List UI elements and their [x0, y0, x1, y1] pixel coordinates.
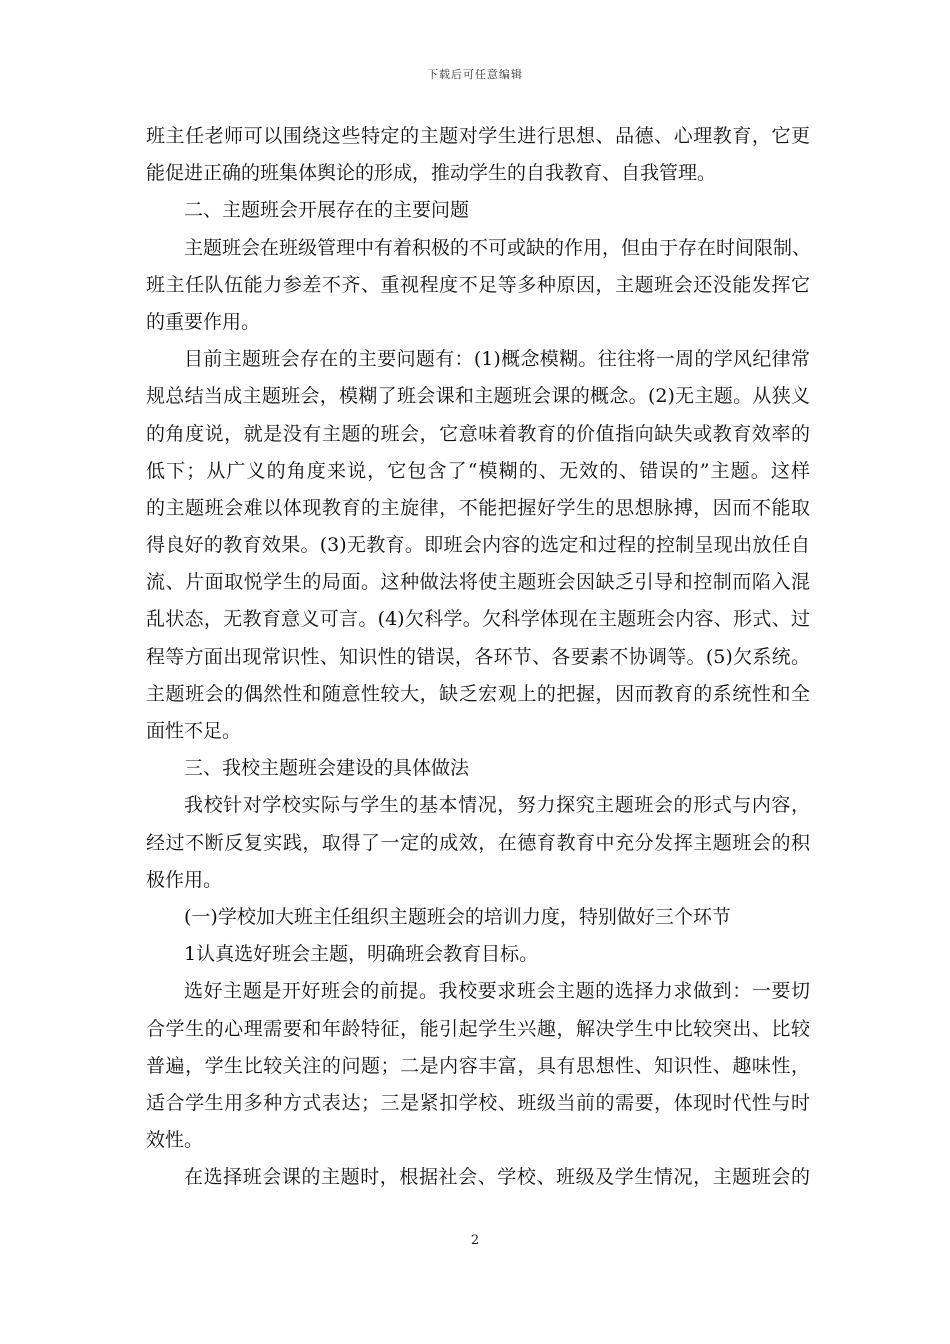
text-line: 经过不断反复实践，取得了一定的成效，在德育教育中充分发挥主题班会的积	[146, 831, 810, 854]
text-line: 的主题班会难以体现教育的主旋律，不能把握好学生的思想脉搏，因而不能取	[146, 496, 810, 519]
body-text	[146, 118, 810, 1196]
text-line: 的角度说，就是没有主题的班会，它意味着教育的价值指向缺失或教育效率的	[146, 422, 810, 445]
text-line: 能促进正确的班集体舆论的形成，推动学生的自我教育、自我管理。	[146, 162, 717, 185]
text-line: 班主任队伍能力参差不齐、重视程度不足等多种原因，主题班会还没能发挥它	[146, 273, 810, 296]
text-line: 乱状态，无教育意义可言。(4)欠科学。欠科学体现在主题班会内容、形式、过	[146, 608, 810, 631]
subsection-heading: 1认真选好班会主题，明确班会教育目标。	[184, 943, 539, 966]
text-line: 主题班会在班级管理中有着积极的不可或缺的作用，但由于存在时间限制、	[184, 236, 812, 259]
header-note: 下载后可任意编辑	[427, 68, 523, 81]
text-line: 目前主题班会存在的主要问题有：(1)概念模糊。往往将一周的学风纪律常	[184, 348, 810, 371]
text-line: 合学生的心理需要和年龄特征，能引起学生兴趣，解决学生中比较突出、比较	[146, 1017, 810, 1040]
section-heading: 三、我校主题班会建设的具体做法	[184, 757, 470, 780]
text-line: 程等方面出现常识性、知识性的错误，各环节、各要素不协调等。(5)欠系统。	[146, 645, 810, 668]
text-line: 极作用。	[146, 868, 223, 891]
text-line: 班主任老师可以围绕这些特定的主题对学生进行思想、品德、心理教育，它更	[146, 125, 810, 147]
text-line: 低下；从广义的角度来说，它包含了“模糊的、无效的、错误的”主题。这样	[146, 459, 810, 482]
text-line: 主题班会的偶然性和随意性较大，缺乏宏观上的把握，因而教育的系统性和全	[146, 682, 810, 705]
text-line: 流、片面取悦学生的局面。这种做法将使主题班会因缺乏引导和控制而陷入混	[146, 571, 810, 594]
text-line: 得良好的教育效果。(3)无教育。即班会内容的选定和过程的控制呈现出放任自	[146, 534, 810, 557]
text-line: 普遍，学生比较关注的问题；二是内容丰富，具有思想性、知识性、趣味性，	[146, 1054, 810, 1077]
subsection-heading: (一)学校加大班主任组织主题班会的培训力度，特别做好三个环节	[184, 905, 731, 928]
text-line: 适合学生用多种方式表达；三是紧扣学校、班级当前的需要，体现时代性与时	[146, 1091, 810, 1114]
text-line: 我校针对学校实际与学生的基本情况，努力探究主题班会的形式与内容，	[184, 794, 810, 817]
text-line: 在选择班会课的主题时，根据社会、学校、班级及学生情况，主题班会的	[184, 1166, 810, 1189]
page-number: 2	[470, 1233, 480, 1248]
text-line: 的重要作用。	[146, 310, 261, 333]
text-line: 规总结当成主题班会，模糊了班会课和主题班会课的概念。(2)无主题。从狭义	[146, 385, 810, 408]
text-line: 选好主题是开好班会的前提。我校要求班会主题的选择力求做到：一要切	[184, 980, 810, 1003]
text-line: 效性。	[146, 1129, 204, 1152]
text-line: 面性不足。	[146, 720, 242, 742]
section-heading: 二、主题班会开展存在的主要问题	[184, 199, 470, 222]
